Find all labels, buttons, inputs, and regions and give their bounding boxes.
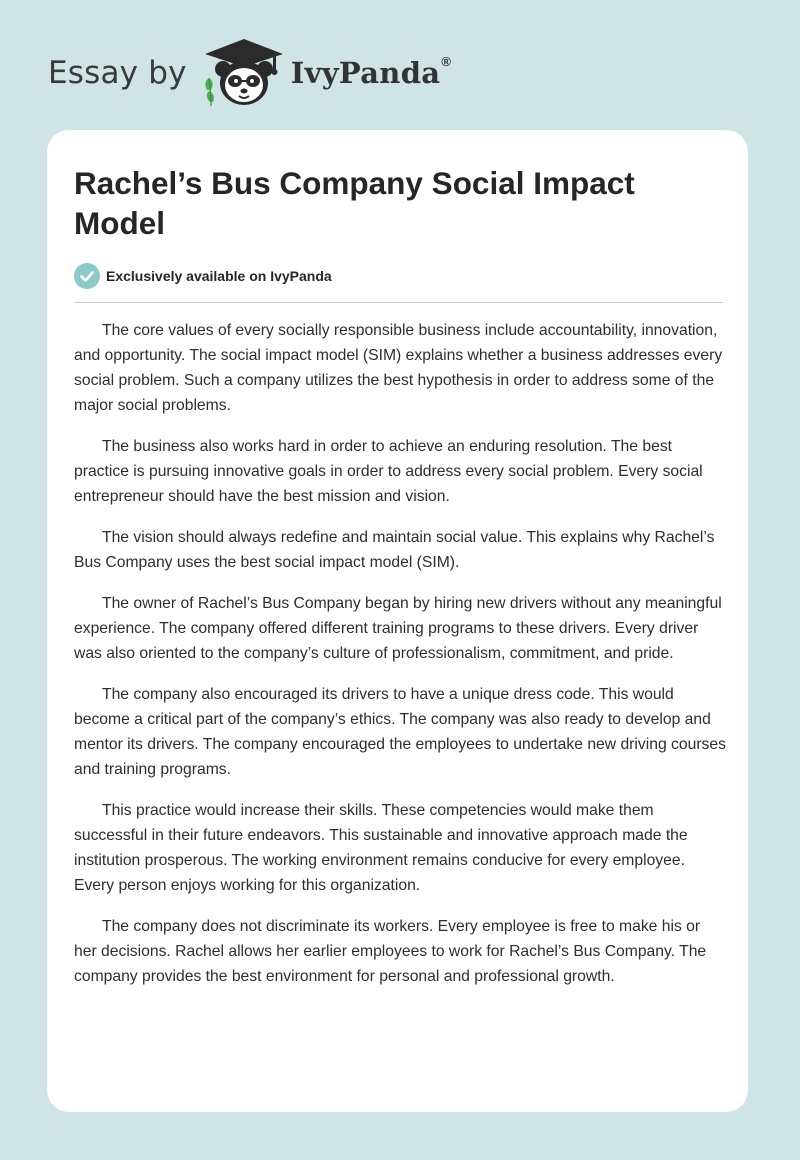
- ivypanda-logo-icon[interactable]: [201, 36, 287, 110]
- checkmark-icon: [74, 263, 100, 289]
- trademark-symbol: ®: [441, 54, 452, 69]
- essay-by-label: Essay by: [48, 55, 187, 91]
- site-header: [48, 36, 451, 110]
- brand-name: IvyPanda®: [290, 54, 452, 90]
- body-paragraph: The owner of Rachel’s Bus Company began by hiring new drivers without any meaningful experience. The company offered different training programs to these drivers. Every driver was also oriented to the company’s culture of professionalism, commitment, and pride.: [74, 595, 722, 662]
- article-body: [74, 318, 726, 1005]
- article-card: [47, 130, 748, 1112]
- body-paragraph: The company also encouraged its drivers to have a unique dress code. This would become a critical part of the company’s ethics. The company was also ready to develop and mentor its drivers. The company encouraged the employees to undertake new driving courses and training programs.: [74, 686, 726, 778]
- body-paragraph: The company does not discriminate its workers. Every employee is free to make his or her decisions. Rachel allows her earlier employees to work for Rachel’s Bus Company. The company provides the best environment for personal and professional growth.: [74, 918, 707, 985]
- body-paragraph: The vision should always redefine and maintain social value. This explains why Rachel’s Bus Company uses the best social impact model (SIM).: [74, 529, 715, 571]
- body-paragraph: The core values of every socially responsible business include accountability, innovation, and opportunity. The social impact model (SIM) explains whether a business addresses every social problem. Such a company utilizes the best hypothesis in order to address some of the major social problems.: [74, 322, 723, 414]
- exclusive-badge: [74, 263, 332, 289]
- title-divider: [74, 302, 723, 303]
- article-title: Rachel’s Bus Company Social Impact Model: [74, 165, 635, 241]
- body-paragraph: The business also works hard in order to achieve an enduring resolution. The best practice is pursuing innovative goals in order to address every social problem. Every social entrepreneur should have the best mission and vision.: [74, 438, 703, 505]
- exclusive-badge-label: Exclusively available on IvyPanda: [106, 268, 332, 284]
- body-paragraph: This practice would increase their skills. These competencies would make them successful in their future endeavors. This sustainable and innovative approach made the institution prosperous. The working environment remains conducive for every employee. Every person enjoys working for this organization.: [74, 802, 688, 894]
